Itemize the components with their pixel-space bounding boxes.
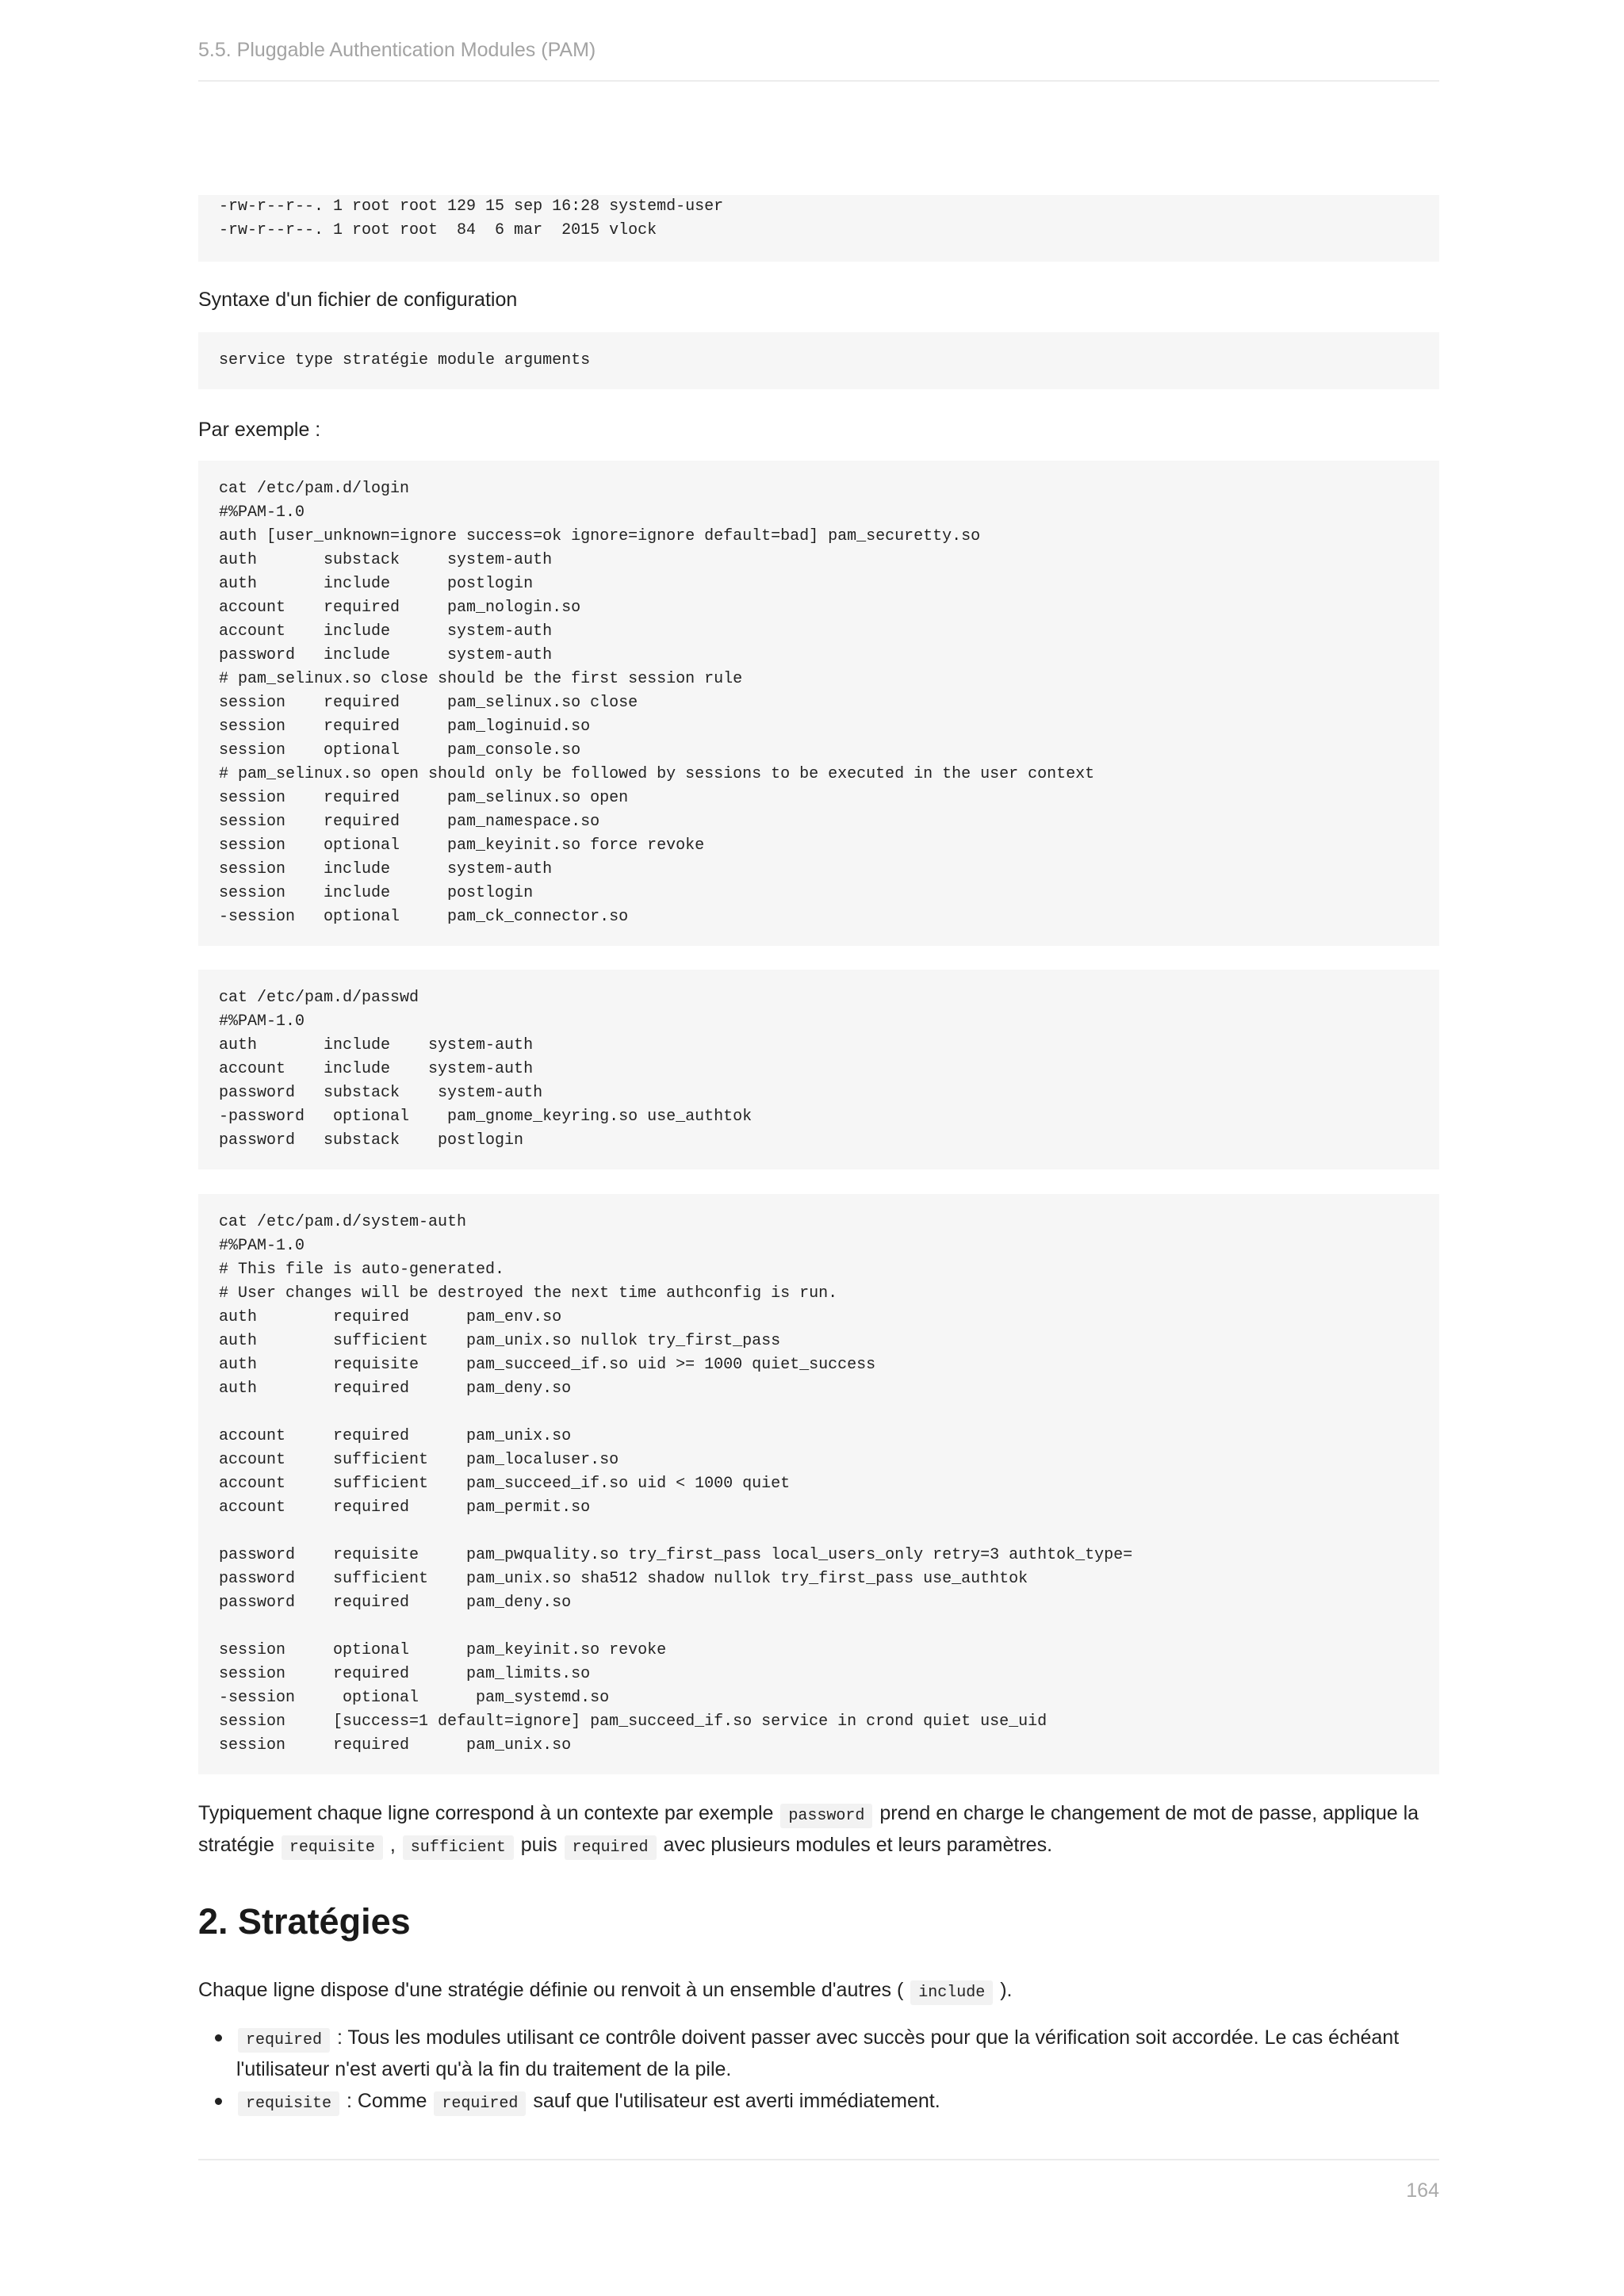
- code-block-file-listing: [198, 195, 1439, 262]
- bullet-icon: [215, 2098, 222, 2105]
- inline-code: required: [434, 2091, 526, 2116]
- example-intro: Par exemple :: [198, 419, 321, 441]
- code-block-passwd: [198, 970, 1439, 1169]
- inline-code: requisite: [238, 2091, 339, 2116]
- running-header: 5.5. Pluggable Authentication Modules (PAM): [198, 39, 596, 61]
- code-line: account sufficient pam_localuser.so: [219, 1451, 619, 1469]
- paragraph-text: ,: [389, 1834, 396, 1856]
- paragraph-text: Typiquement chaque ligne correspond à un contexte par exemple: [198, 1802, 774, 1824]
- code-line: # User changes will be destroyed the next time authconfig is run.: [219, 1284, 838, 1303]
- code-line: session required pam_namespace.so: [219, 813, 600, 831]
- inline-code: required: [565, 1835, 657, 1860]
- strategy-item-required: [198, 2022, 1439, 2085]
- paragraph-text: avec plusieurs modules et leurs paramètres.: [663, 1834, 1053, 1856]
- code-line: -rw-r--r--. 1 root root 84 6 mar 2015 vlock: [219, 221, 657, 239]
- page-number: 164: [1406, 2179, 1439, 2202]
- code-line: # pam_selinux.so close should be the first session rule: [219, 670, 743, 688]
- code-block-syntax: [198, 332, 1439, 389]
- section-heading: 2. Stratégies: [198, 1901, 411, 1942]
- code-line: session required pam_limits.so: [219, 1665, 591, 1683]
- code-line: password include system-auth: [219, 646, 553, 664]
- code-line: auth include postlogin: [219, 575, 534, 593]
- code-line: #%PAM-1.0: [219, 1012, 305, 1031]
- code-line: #%PAM-1.0: [219, 1237, 305, 1255]
- code-line: -password optional pam_gnome_keyring.so use_authtok: [219, 1108, 753, 1126]
- code-line: # pam_selinux.so open should only be followed by sessions to be executed in the user context: [219, 765, 1095, 783]
- code-line: session required pam_loginuid.so: [219, 718, 591, 736]
- code-line: cat /etc/pam.d/passwd: [219, 989, 419, 1007]
- inline-code: include: [910, 1980, 993, 2005]
- code-block-login: [198, 461, 1439, 946]
- paragraph-text: ).: [1000, 1979, 1013, 2001]
- code-line: -session optional pam_ck_connector.so: [219, 908, 629, 926]
- paragraph-text: Chaque ligne dispose d'une stratégie définie ou renvoit à un ensemble d'autres (: [198, 1979, 904, 2001]
- code-line: cat /etc/pam.d/system-auth: [219, 1213, 467, 1231]
- code-line: -rw-r--r--. 1 root root 129 15 sep 16:28 systemd-user: [219, 197, 724, 216]
- code-line: auth include system-auth: [219, 1036, 534, 1054]
- code-line: session [success=1 default=ignore] pam_succeed_if.so service in crond quiet use_uid: [219, 1712, 1048, 1731]
- code-line: session include system-auth: [219, 860, 553, 878]
- code-line: account required pam_unix.so: [219, 1427, 572, 1445]
- inline-code: password: [780, 1804, 872, 1828]
- header-divider: [198, 80, 1439, 82]
- code-line: service type stratégie module arguments: [219, 351, 591, 369]
- code-line: password substack postlogin: [219, 1131, 524, 1150]
- page-content: [198, 195, 1439, 2117]
- code-line: auth substack system-auth: [219, 551, 553, 569]
- strategy-list: [198, 2022, 1439, 2117]
- code-line: session required pam_selinux.so close: [219, 694, 638, 712]
- code-line: auth required pam_env.so: [219, 1308, 562, 1326]
- code-line: password requisite pam_pwquality.so try_first_pass local_users_only retry=3 authtok_type=: [219, 1546, 1133, 1564]
- code-blank-line: [219, 1401, 1419, 1425]
- list-item-text: : Comme: [346, 2090, 427, 2112]
- code-line: session required pam_unix.so: [219, 1736, 572, 1755]
- code-line: account include system-auth: [219, 622, 553, 641]
- code-line: password substack system-auth: [219, 1084, 543, 1102]
- strategies-intro: [198, 1974, 1439, 2006]
- code-blank-line: [219, 1520, 1419, 1544]
- code-line: account required pam_permit.so: [219, 1498, 591, 1517]
- list-item-text: : Tous les modules utilisant ce contrôle doivent passer avec succès pour que la vérification soit accordée. Le cas échéant l'utilisateur n'est averti qu'à la fin du traitement de la pile.: [236, 2026, 1400, 2080]
- code-line: session required pam_selinux.so open: [219, 789, 629, 807]
- code-line: account required pam_nologin.so: [219, 599, 581, 617]
- code-line: session include postlogin: [219, 884, 534, 902]
- inline-code: requisite: [282, 1835, 383, 1860]
- strategy-item-requisite: [198, 2085, 1439, 2117]
- code-line: cat /etc/pam.d/login: [219, 480, 410, 498]
- syntax-intro: Syntaxe d'un fichier de configuration: [198, 289, 518, 311]
- code-line: auth requisite pam_succeed_if.so uid >= 1000 quiet_success: [219, 1356, 876, 1374]
- paragraph-text: prend en charge le changement de mot de passe, applique la stratégie: [198, 1802, 1419, 1856]
- bullet-icon: [215, 2034, 222, 2042]
- explanation-paragraph: [198, 1797, 1439, 1861]
- code-line: auth required pam_deny.so: [219, 1380, 572, 1398]
- code-line: account sufficient pam_succeed_if.so uid < 1000 quiet: [219, 1475, 791, 1493]
- paragraph-text: puis: [520, 1834, 557, 1856]
- code-line: #%PAM-1.0: [219, 503, 305, 522]
- code-line: # This file is auto-generated.: [219, 1261, 505, 1279]
- code-line: session optional pam_console.so: [219, 741, 581, 760]
- code-line: password required pam_deny.so: [219, 1594, 572, 1612]
- code-line: -session optional pam_systemd.so: [219, 1689, 610, 1707]
- code-line: auth sufficient pam_unix.so nullok try_first_pass: [219, 1332, 781, 1350]
- code-line: account include system-auth: [219, 1060, 534, 1078]
- code-blank-line: [219, 1615, 1419, 1639]
- code-line: session optional pam_keyinit.so force revoke: [219, 836, 705, 855]
- list-item-text: sauf que l'utilisateur est averti immédiatement.: [533, 2090, 940, 2112]
- code-line: password sufficient pam_unix.so sha512 shadow nullok try_first_pass use_authtok: [219, 1570, 1028, 1588]
- code-line: session optional pam_keyinit.so revoke: [219, 1641, 667, 1659]
- inline-code: required: [238, 2028, 330, 2053]
- inline-code: sufficient: [403, 1835, 514, 1860]
- code-line: auth [user_unknown=ignore success=ok ignore=ignore default=bad] pam_securetty.so: [219, 527, 981, 545]
- code-block-system-auth: [198, 1194, 1439, 1774]
- footer-divider: [198, 2159, 1439, 2160]
